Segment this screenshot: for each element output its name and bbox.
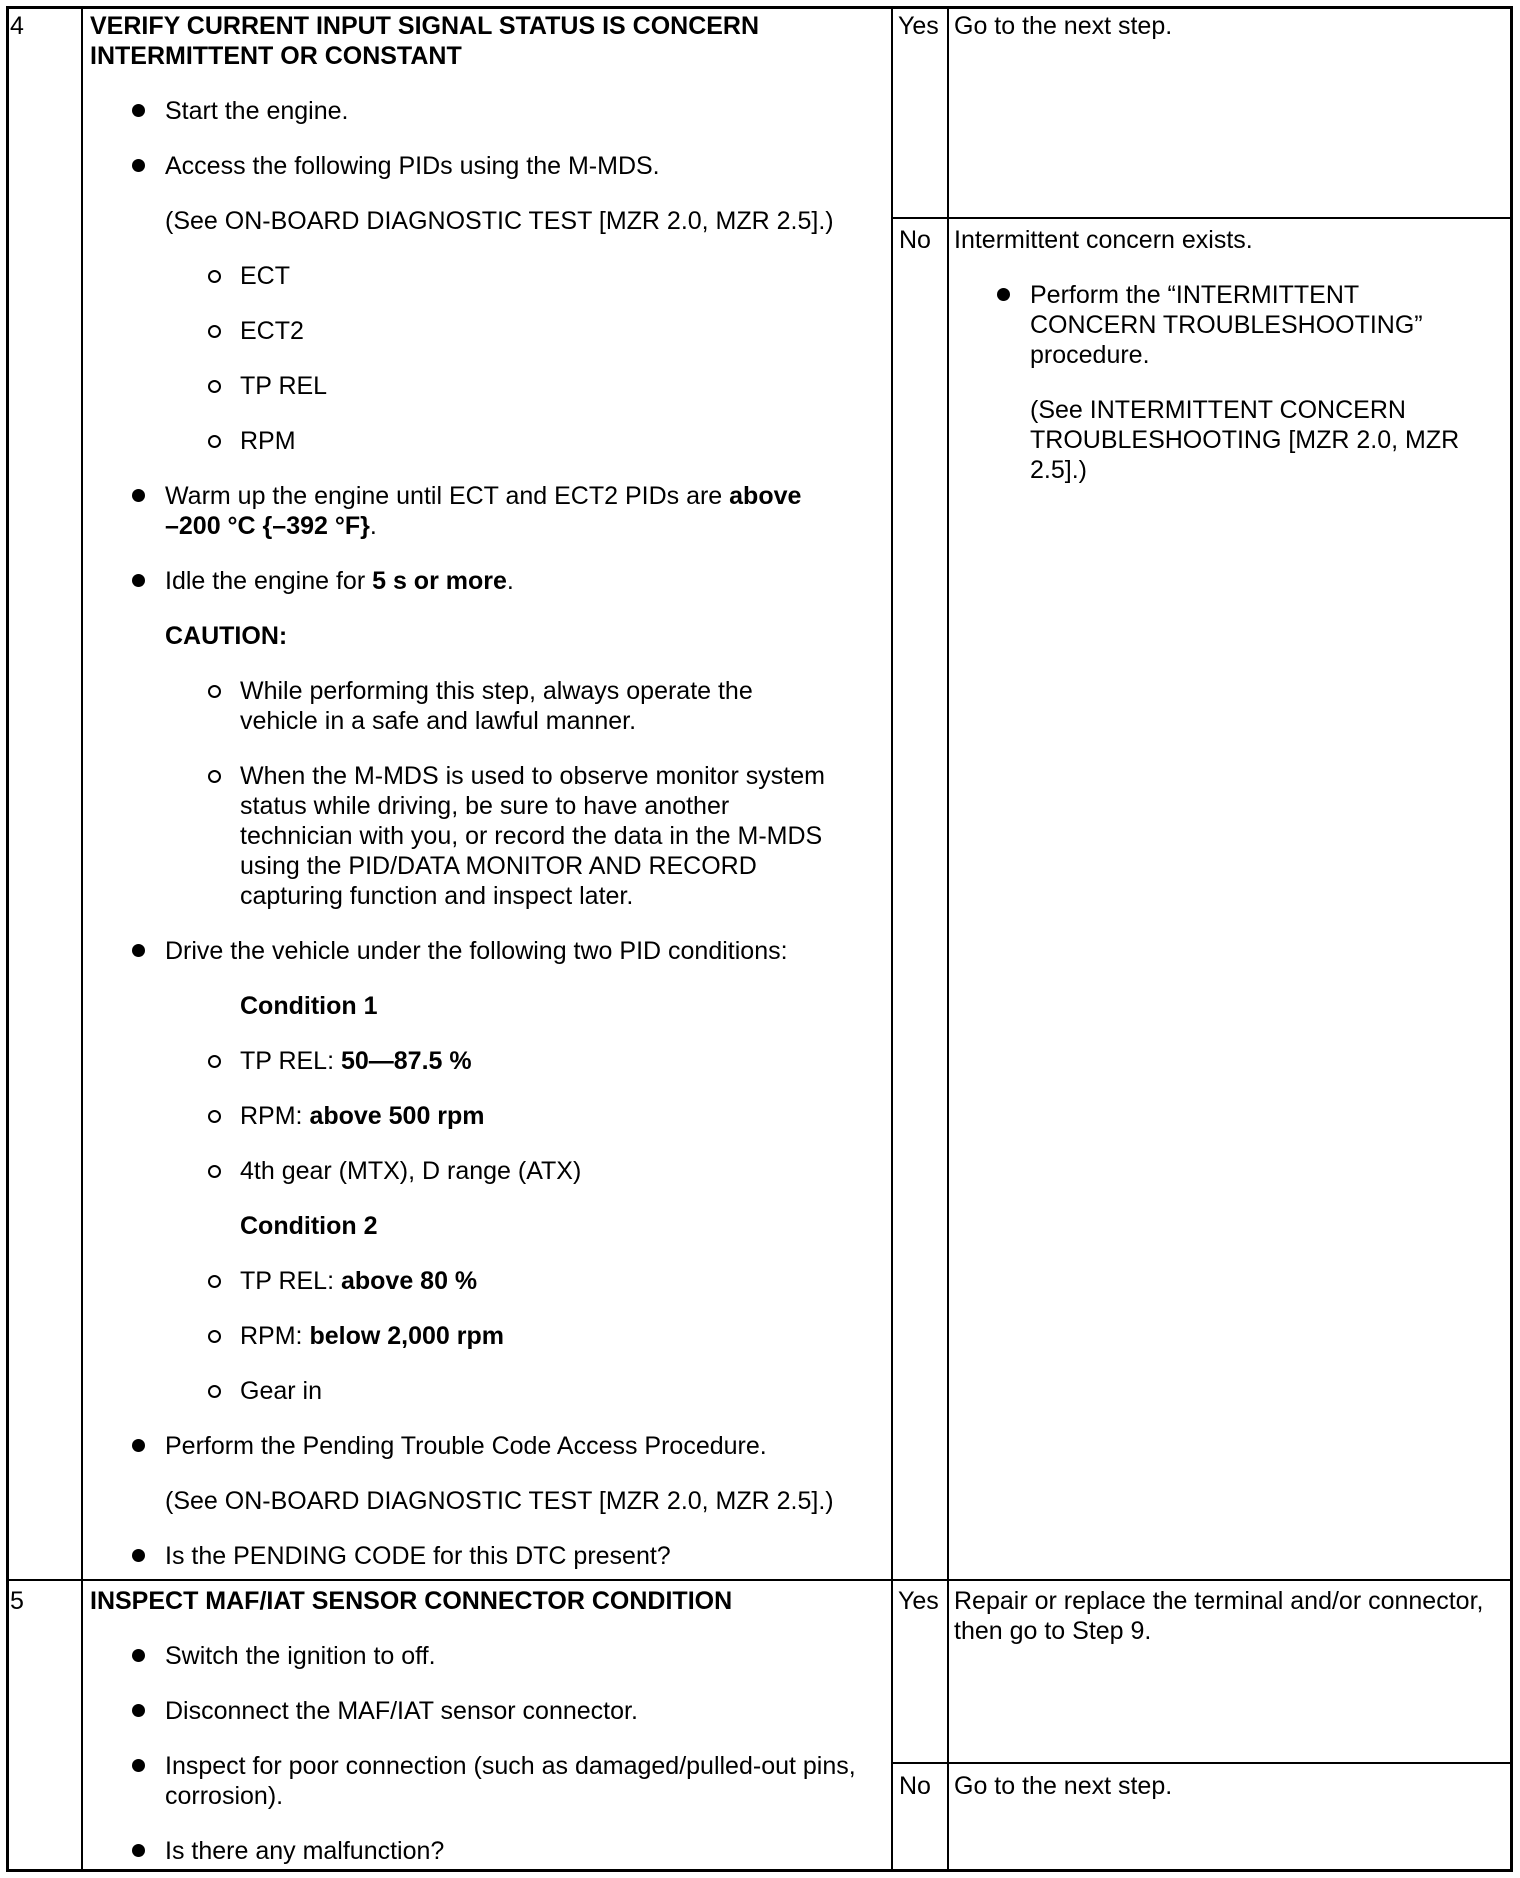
result-bullet-item [954, 280, 1507, 370]
circle-bullet-icon [208, 1165, 221, 1178]
no-label: No [899, 1772, 931, 1800]
action-item [90, 1751, 888, 1811]
pid-item [90, 371, 888, 401]
result-reference: (See INTERMITTENT CONCERN TROUBLESHOOTING [MZR 2.0, MZR 2.5].) [1030, 396, 1460, 484]
no-result: Go to the next step. [954, 1772, 1173, 1800]
circle-bullet-icon [208, 1275, 221, 1288]
circle-bullet-icon [208, 1055, 221, 1068]
step-number: 5 [10, 1587, 24, 1615]
action-text: Inspect for poor connection (such as damaged/pulled-out pins, corrosion). [165, 1752, 856, 1810]
yes-label: Yes [898, 12, 939, 40]
circle-bullet-icon [208, 325, 221, 338]
bullet-icon [132, 1649, 145, 1662]
pid-item [90, 426, 888, 456]
pid-name: TP REL [240, 372, 328, 400]
condition-item [90, 1156, 888, 1186]
condition-item [90, 1266, 888, 1296]
action-text: Access the following PIDs using the M-MDS. [165, 152, 660, 180]
step-actions [90, 11, 888, 1571]
circle-bullet-icon [208, 685, 221, 698]
bullet-icon [997, 288, 1010, 301]
yes-no-column-divider [947, 9, 949, 1869]
action-text: Switch the ignition to off. [165, 1642, 436, 1670]
bullet-icon [132, 1704, 145, 1717]
caution-text: When the M-MDS is used to observe monitor system status while driving, be sure to have another technician with you, or record the data in the M-MDS using the PID/DATA MONITOR AND RECORD capturing function and inspect later. [240, 762, 825, 910]
no-result-block [954, 225, 1507, 485]
condition-name: 4th gear (MTX), D range (ATX) [240, 1157, 582, 1185]
step-column-divider [81, 9, 83, 1869]
condition-name: TP REL: [240, 1047, 341, 1075]
condition-value: 50—87.5 % [340, 1047, 472, 1075]
action-item [90, 1431, 888, 1461]
spec-value: above –200 °C {–392 °F} [165, 482, 802, 540]
action-text: Drive the vehicle under the following two PID conditions: [165, 937, 788, 965]
action-item [90, 96, 888, 126]
action-item [90, 936, 888, 966]
yes-result: Repair or replace the terminal and/or connector, then go to Step 9. [954, 1587, 1484, 1645]
action-text: Start the engine. [165, 97, 349, 125]
question-text: Is the PENDING CODE for this DTC present? [165, 1542, 671, 1570]
action-item [90, 151, 888, 181]
action-suffix: . [506, 567, 514, 595]
condition-value: below 2,000 rpm [309, 1322, 504, 1350]
circle-bullet-icon [208, 1110, 221, 1123]
caution-text: While performing this step, always operate the vehicle in a safe and lawful manner. [240, 677, 753, 735]
circle-bullet-icon [208, 380, 221, 393]
condition-label: Condition 1 [240, 992, 378, 1020]
bullet-icon [132, 489, 145, 502]
reference-note: (See ON-BOARD DIAGNOSTIC TEST [MZR 2.0, MZR 2.5].) [165, 1487, 834, 1515]
circle-bullet-icon [208, 270, 221, 283]
step-row-divider [9, 1579, 1510, 1581]
condition-item [90, 1376, 888, 1406]
caution-label: CAUTION: [165, 622, 288, 650]
pid-item [90, 316, 888, 346]
bullet-icon [132, 574, 145, 587]
action-item [90, 1541, 888, 1571]
pid-name: RPM [240, 427, 296, 455]
bullet-icon [132, 104, 145, 117]
question-text: Is there any malfunction? [165, 1837, 445, 1865]
condition-value: above 80 % [340, 1267, 478, 1295]
condition-name: RPM: [240, 1322, 310, 1350]
yes-label: Yes [898, 1587, 939, 1615]
pid-name: ECT2 [240, 317, 304, 345]
action-text: Perform the Pending Trouble Code Access Procedure. [165, 1432, 767, 1460]
reference-note: (See ON-BOARD DIAGNOSTIC TEST [MZR 2.0, MZR 2.5].) [165, 207, 834, 235]
condition-item [90, 1046, 888, 1076]
step-title: INSPECT MAF/IAT SENSOR CONNECTOR CONDITION [90, 1587, 733, 1615]
circle-bullet-icon [208, 770, 221, 783]
condition-name: TP REL: [240, 1267, 341, 1295]
step-number: 4 [10, 12, 24, 40]
result-bullet-text: Perform the “INTERMITTENT CONCERN TROUBLESHOOTING” procedure. [1030, 281, 1423, 369]
circle-bullet-icon [208, 1330, 221, 1343]
condition-item [90, 1321, 888, 1351]
action-item [90, 1641, 888, 1671]
no-label: No [899, 226, 931, 254]
action-suffix: . [369, 512, 377, 540]
bullet-icon [132, 1439, 145, 1452]
action-item [90, 1836, 888, 1866]
circle-bullet-icon [208, 435, 221, 448]
circle-bullet-icon [208, 1385, 221, 1398]
pid-item [90, 261, 888, 291]
action-column-divider [891, 9, 893, 1869]
action-text: Warm up the engine until ECT and ECT2 PIDs are [165, 482, 730, 510]
step-title: VERIFY CURRENT INPUT SIGNAL STATUS IS CONCERN INTERMITTENT OR CONSTANT [90, 12, 760, 70]
condition-label: Condition 2 [240, 1212, 378, 1240]
caution-item [90, 761, 888, 911]
action-item [90, 481, 888, 541]
bullet-icon [132, 1549, 145, 1562]
yes-no-row-divider [891, 217, 1510, 219]
diagnostic-procedure-table [6, 6, 1513, 1872]
pid-name: ECT [240, 262, 290, 290]
condition-name: Gear in [240, 1377, 322, 1405]
no-result: Intermittent concern exists. [954, 226, 1253, 254]
action-text: Idle the engine for [165, 567, 373, 595]
bullet-icon [132, 1844, 145, 1857]
condition-name: RPM: [240, 1102, 310, 1130]
condition-value: above 500 rpm [309, 1102, 485, 1130]
bullet-icon [132, 159, 145, 172]
action-item [90, 566, 888, 596]
action-text: Disconnect the MAF/IAT sensor connector. [165, 1697, 638, 1725]
spec-value: 5 s or more [372, 567, 507, 595]
step-actions [90, 1586, 888, 1866]
yes-no-row-divider [891, 1762, 1510, 1764]
bullet-icon [132, 1759, 145, 1772]
yes-result: Go to the next step. [954, 12, 1173, 40]
condition-item [90, 1101, 888, 1131]
caution-item [90, 676, 888, 736]
bullet-icon [132, 944, 145, 957]
action-item [90, 1696, 888, 1726]
